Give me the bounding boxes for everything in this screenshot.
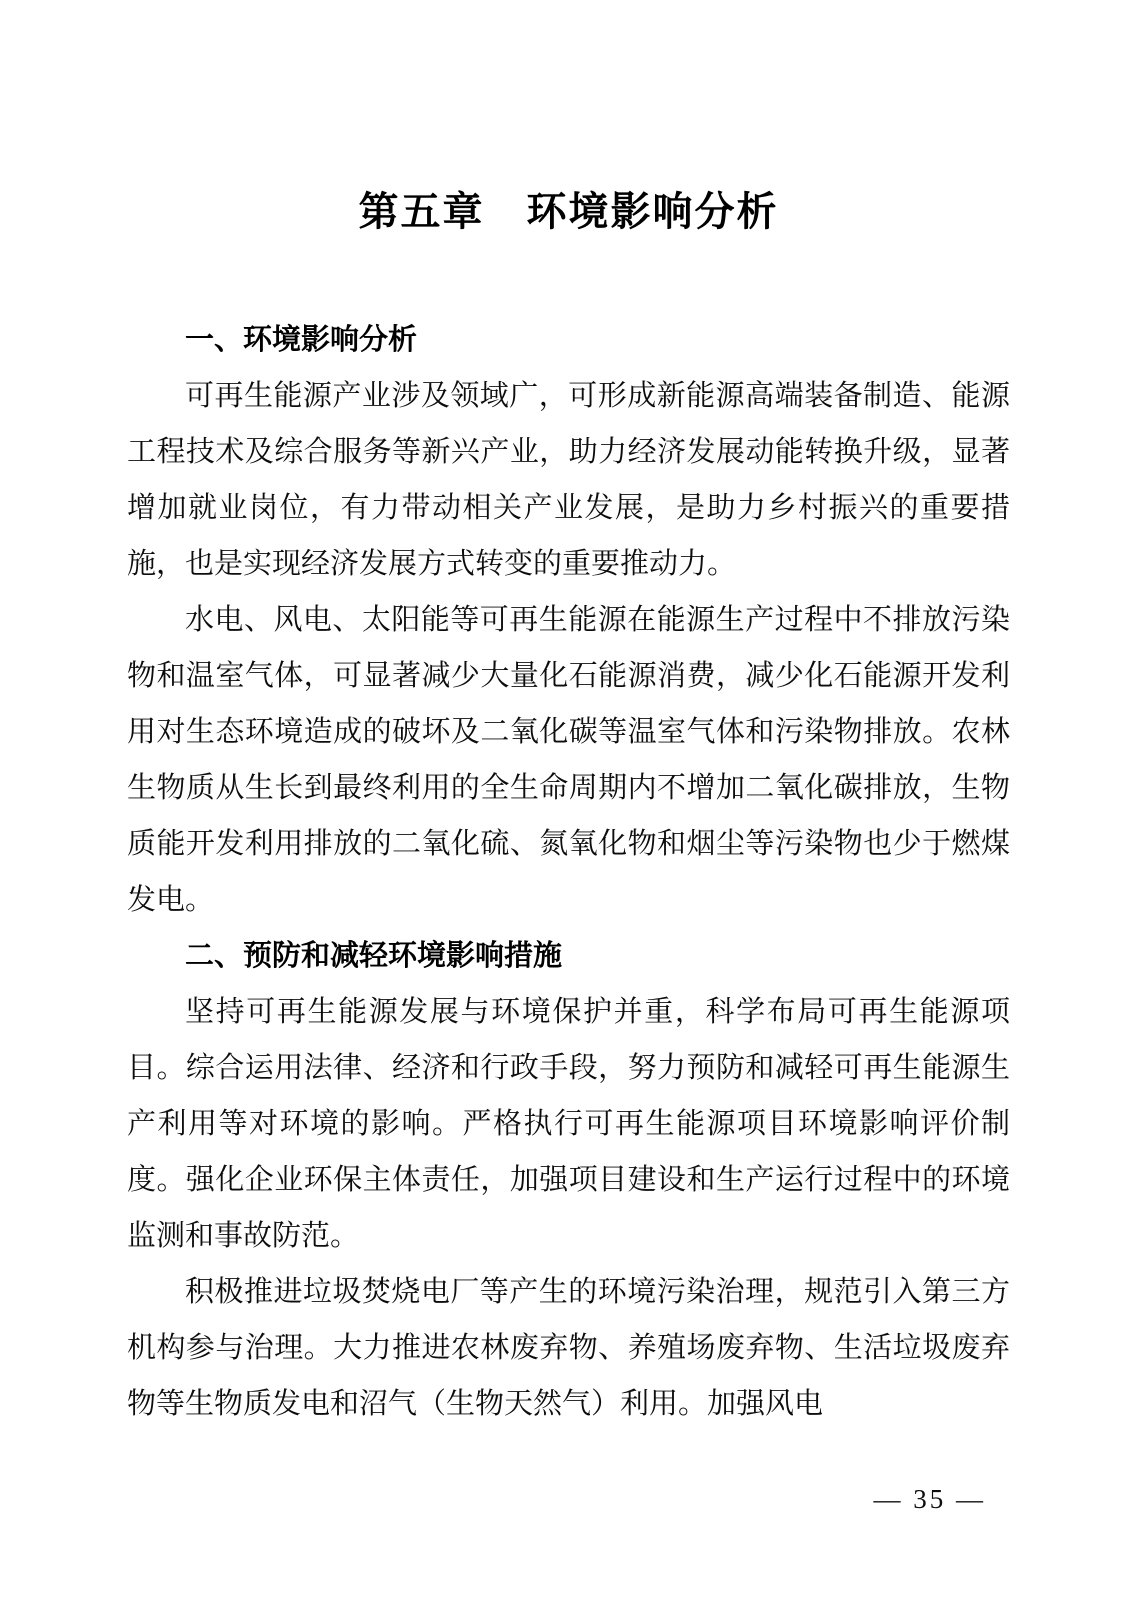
paragraph: 水电、风电、太阳能等可再生能源在能源生产过程中不排放污染物和温室气体，可显著减少大量化石能源消费，减少化石能源开发利用对生态环境造成的破坏及二氧化碳等温室气体和污染物排放。农林生物质从生长到最终利用的全生命周期内不增加二氧化碳排放，生物质能开发利用排放的二氧化硫、氮氧化物和烟尘等污染物也少于燃煤发电。 xyxy=(127,604,1010,916)
document-body xyxy=(127,312,1010,1432)
section-heading-1: 一、环境影响分析 xyxy=(185,324,418,356)
paragraph: 积极推进垃圾焚烧电厂等产生的环境污染治理，规范引入第三方机构参与治理。大力推进农林废弃物、养殖场废弃物、生活垃圾废弃物等生物质发电和沼气（生物天然气）利用。加强风电 xyxy=(127,1276,1010,1420)
paragraph: 坚持可再生能源发展与环境保护并重，科学布局可再生能源项目。综合运用法律、经济和行政手段，努力预防和减轻可再生能源生产利用等对环境的影响。严格执行可再生能源项目环境影响评价制度。强化企业环保主体责任，加强项目建设和生产运行过程中的环境监测和事故防范。 xyxy=(127,996,1010,1252)
page-number: — 35 — xyxy=(873,1484,986,1514)
paragraph: 可再生能源产业涉及领域广，可形成新能源高端装备制造、能源工程技术及综合服务等新兴产业，助力经济发展动能转换升级，显著增加就业岗位，有力带动相关产业发展，是助力乡村振兴的重要措施，也是实现经济发展方式转变的重要推动力。 xyxy=(127,380,1010,580)
chapter-title: 第五章 环境影响分析 xyxy=(358,190,779,234)
section-heading-2: 二、预防和减轻环境影响措施 xyxy=(185,940,563,972)
